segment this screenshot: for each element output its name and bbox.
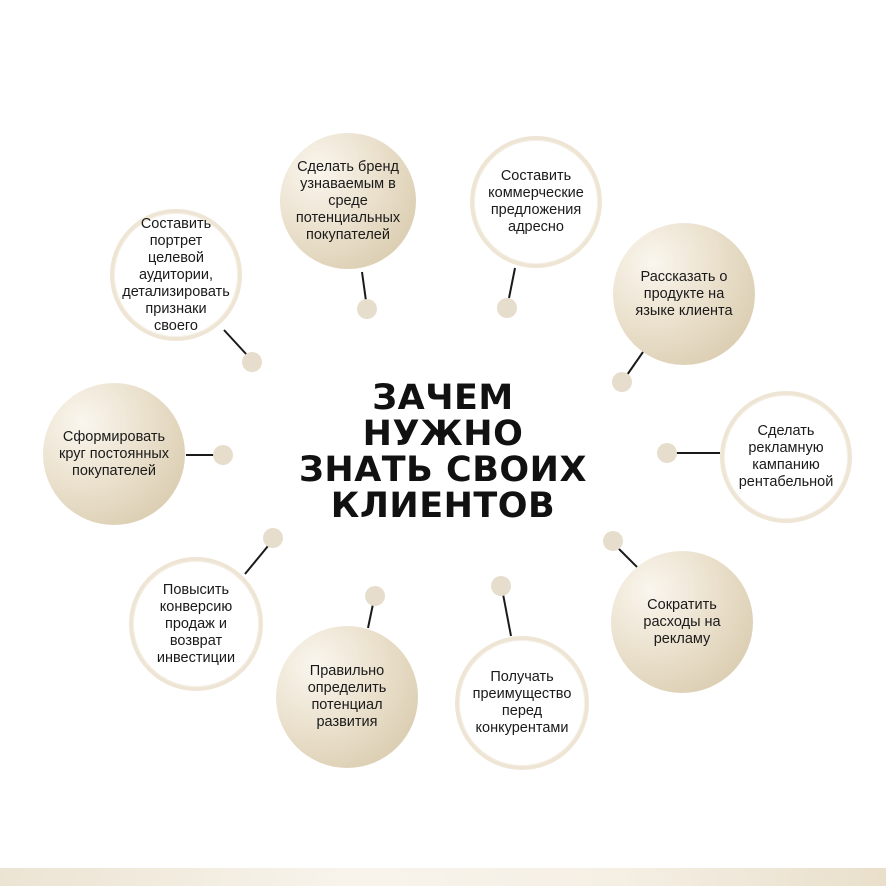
node-label: Сделать рекламную кампанию рентабельной	[738, 423, 834, 490]
connector-dot-growth	[365, 586, 385, 606]
connector-dot-conversion	[263, 528, 283, 548]
node-label: Сделать бренд узнаваемым в среде потенциальных покупателей	[295, 158, 401, 243]
connector-line-language	[627, 352, 643, 375]
connector-line-advantage	[503, 594, 511, 636]
node-language	[613, 223, 755, 365]
node-label: Рассказать о продукте на языке клиента	[635, 268, 733, 319]
connector-line-costs	[618, 548, 637, 567]
connector-line-growth	[368, 604, 373, 628]
connector-dot-brand	[357, 299, 377, 319]
node-costs	[611, 551, 753, 693]
node-label: Составить коммерческие предложения адресно	[488, 168, 584, 235]
diagram-title: ЗАЧЕМ НУЖНО ЗНАТЬ СВОИХ КЛИЕНТОВ	[299, 378, 587, 526]
node-label: Повысить конверсию продаж и возврат инвестиции	[156, 581, 236, 666]
connector-dot-ads	[657, 443, 677, 463]
node-brand	[280, 133, 416, 269]
node-growth	[276, 626, 418, 768]
connector-dot-portrait	[242, 352, 262, 372]
node-loyal	[43, 383, 185, 525]
connector-dot-language	[612, 372, 632, 392]
node-label: Сформировать круг постоянных покупателей	[58, 428, 170, 479]
connector-dot-costs	[603, 531, 623, 551]
bottom-decorative-band	[0, 868, 886, 886]
node-conversion	[129, 557, 263, 691]
node-advantage	[455, 636, 589, 770]
node-label: Правильно определить потенциал развития	[307, 663, 387, 730]
node-label: Составить портрет целевой аудитории, детализировать признаки своего	[122, 215, 230, 334]
connector-line-brand	[362, 272, 366, 301]
connector-dot-loyal	[213, 445, 233, 465]
connector-dot-offers	[497, 298, 517, 318]
connector-line-offers	[509, 268, 515, 298]
node-ads	[720, 391, 852, 523]
connector-line-conversion	[245, 546, 268, 574]
node-portrait	[110, 209, 242, 341]
node-label: Сократить расходы на рекламу	[643, 596, 721, 647]
node-offers	[470, 136, 602, 268]
connector-dot-advantage	[491, 576, 511, 596]
node-label: Получать преимущество перед конкурентами	[472, 669, 572, 736]
